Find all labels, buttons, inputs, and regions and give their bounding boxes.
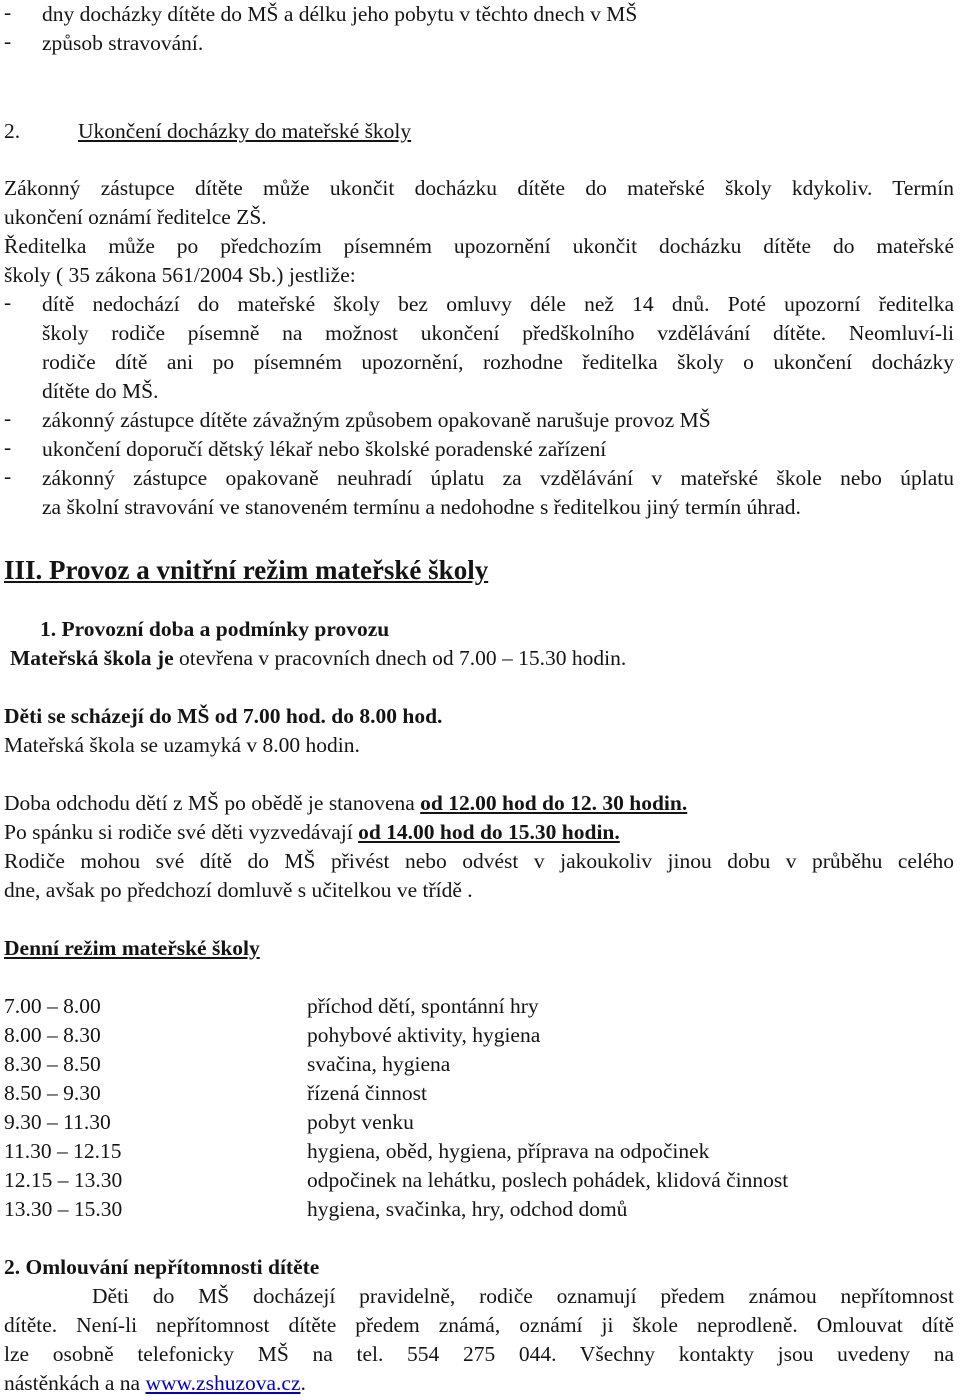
bullet-3: ukončení doporučí dětský lékař nebo školské poradenské zařízení	[42, 437, 607, 461]
bullet-1-line4: dítěte do MŠ.	[42, 379, 159, 403]
absence-line4	[4, 1369, 306, 1398]
subsection-1-title: 1. Provozní doba a podmínky provozu	[40, 617, 390, 641]
schedule-activity: hygiena, svačinka, hry, odchod domů	[307, 1197, 628, 1221]
section-3-heading: III. Provoz a vnitřní režim mateřské školy	[4, 555, 489, 585]
absence-line4-end: .	[300, 1371, 306, 1395]
schedule-activity: svačina, hygiena	[307, 1052, 451, 1076]
schedule-time: 7.00 – 8.00	[4, 994, 101, 1018]
section-2-p1-line2: ukončení oznámí ředitelce ZŠ.	[4, 205, 267, 229]
other-times-line2: dne, avšak po předchozí domluvě s učitelkou ve třídě .	[4, 878, 473, 902]
absence-line2: dítěte. Není-li nepřítomnost dítěte předem známá, oznámí ji škole neprodleně. Omlouvat dítě	[4, 1313, 954, 1337]
nap-pickup-time: od 14.00 hod do 15.30 hodin.	[358, 820, 620, 844]
lunch-departure-text: Doba odchodu dětí z MŠ po obědě je stanovena	[4, 791, 421, 815]
opening-hours	[10, 644, 626, 673]
top-bullet-1: dny docházky dítěte do MŠ a délku jeho pobytu v těchto dnech v MŠ	[42, 2, 638, 26]
schedule-activity: příchod dětí, spontánní hry	[307, 994, 539, 1018]
bullet-dash: -	[4, 29, 12, 53]
opening-hours-rest: otevřena v pracovních dnech od 7.00 – 15.30 hodin.	[173, 646, 627, 670]
section-2-p2-line1: Ředitelka může po předchozím písemném upozornění ukončit docházku dítěte do mateřské	[4, 234, 954, 258]
absence-line4-text: nástěnkách a na	[4, 1371, 146, 1395]
schedule-time: 13.30 – 15.30	[4, 1197, 123, 1221]
bullet-1-line2: školy rodiče písemně na možnost ukončení předškolního vzdělávání dítěte. Neomluví-li	[42, 321, 954, 345]
arrival-time: Děti se scházejí do MŠ od 7.00 hod. do 8.00 hod.	[4, 704, 443, 728]
schedule-activity: hygiena, oběd, hygiena, příprava na odpočinek	[307, 1139, 710, 1163]
absence-line3: lze osobně telefonicky MŠ na tel. 554 275 044. Všechny kontakty jsou uvedeny na	[4, 1342, 954, 1366]
section-2-number: 2.	[4, 119, 21, 143]
section-2-title: Ukončení docházky do mateřské školy	[78, 119, 412, 143]
bullet-dash: -	[4, 290, 12, 314]
bullet-4-line1: zákonný zástupce opakovaně neuhradí úplatu za vzdělávání v mateřské škole nebo úplatu	[42, 466, 954, 490]
nap-pickup-text: Po spánku si rodiče své děti vyzvedávají	[4, 820, 359, 844]
bullet-2: zákonný zástupce dítěte závažným způsobem opakovaně narušuje provoz MŠ	[42, 408, 711, 432]
absence-title: 2. Omlouvání nepřítomnosti dítěte	[4, 1255, 320, 1279]
schedule-time: 8.50 – 9.30	[4, 1081, 101, 1105]
school-website-link[interactable]: www.zshuzova.cz	[145, 1371, 301, 1395]
lock-time: Mateřská škola se uzamyká v 8.00 hodin.	[4, 733, 360, 757]
schedule-time: 8.30 – 8.50	[4, 1052, 101, 1076]
schedule-time: 9.30 – 11.30	[4, 1110, 111, 1134]
schedule-activity: pohybové aktivity, hygiena	[307, 1023, 541, 1047]
schedule-time: 12.15 – 13.30	[4, 1168, 123, 1192]
section-2-p2-line2: školy ( 35 zákona 561/2004 Sb.) jestliže:	[4, 263, 356, 287]
other-times-line1: Rodiče mohou své dítě do MŠ přivést nebo odvést v jakoukoliv jinou dobu v průběhu celého	[4, 849, 954, 873]
lunch-departure	[4, 789, 687, 818]
bullet-dash: -	[4, 406, 12, 430]
absence-line1: Děti do MŠ docházejí pravidelně, rodiče oznamují předem známou nepřítomnost	[92, 1284, 954, 1308]
lunch-departure-time: od 12.00 hod do 12. 30 hodin.	[420, 791, 688, 815]
section-2-p1-line1: Zákonný zástupce dítěte může ukončit docházku dítěte do mateřské školy kdykoliv. Termín	[4, 176, 954, 200]
schedule-activity: pobyt venku	[307, 1110, 414, 1134]
schedule-activity: řízená činnost	[307, 1081, 427, 1105]
bullet-1-line1: dítě nedochází do mateřské školy bez omluvy déle než 14 dnů. Poté upozorní ředitelka	[42, 292, 954, 316]
schedule-activity: odpočinek na lehátku, poslech pohádek, klidová činnost	[307, 1168, 789, 1192]
top-bullet-2: způsob stravování.	[42, 31, 204, 55]
bullet-dash: -	[4, 0, 12, 24]
opening-hours-bold: Mateřská škola je	[10, 646, 174, 670]
nap-pickup	[4, 818, 620, 847]
bullet-4-line2: za školní stravování ve stanoveném termínu a nedohodne s ředitelkou jiný termín úhrad.	[42, 495, 801, 519]
daily-schedule-title: Denní režim mateřské školy	[4, 936, 260, 960]
bullet-dash: -	[4, 435, 12, 459]
bullet-1-line3: rodiče dítě ani po písemném upozornění, rozhodne ředitelka školy o ukončení docházky	[42, 350, 954, 374]
schedule-time: 8.00 – 8.30	[4, 1023, 101, 1047]
schedule-time: 11.30 – 12.15	[4, 1139, 122, 1163]
bullet-dash: -	[4, 464, 12, 488]
